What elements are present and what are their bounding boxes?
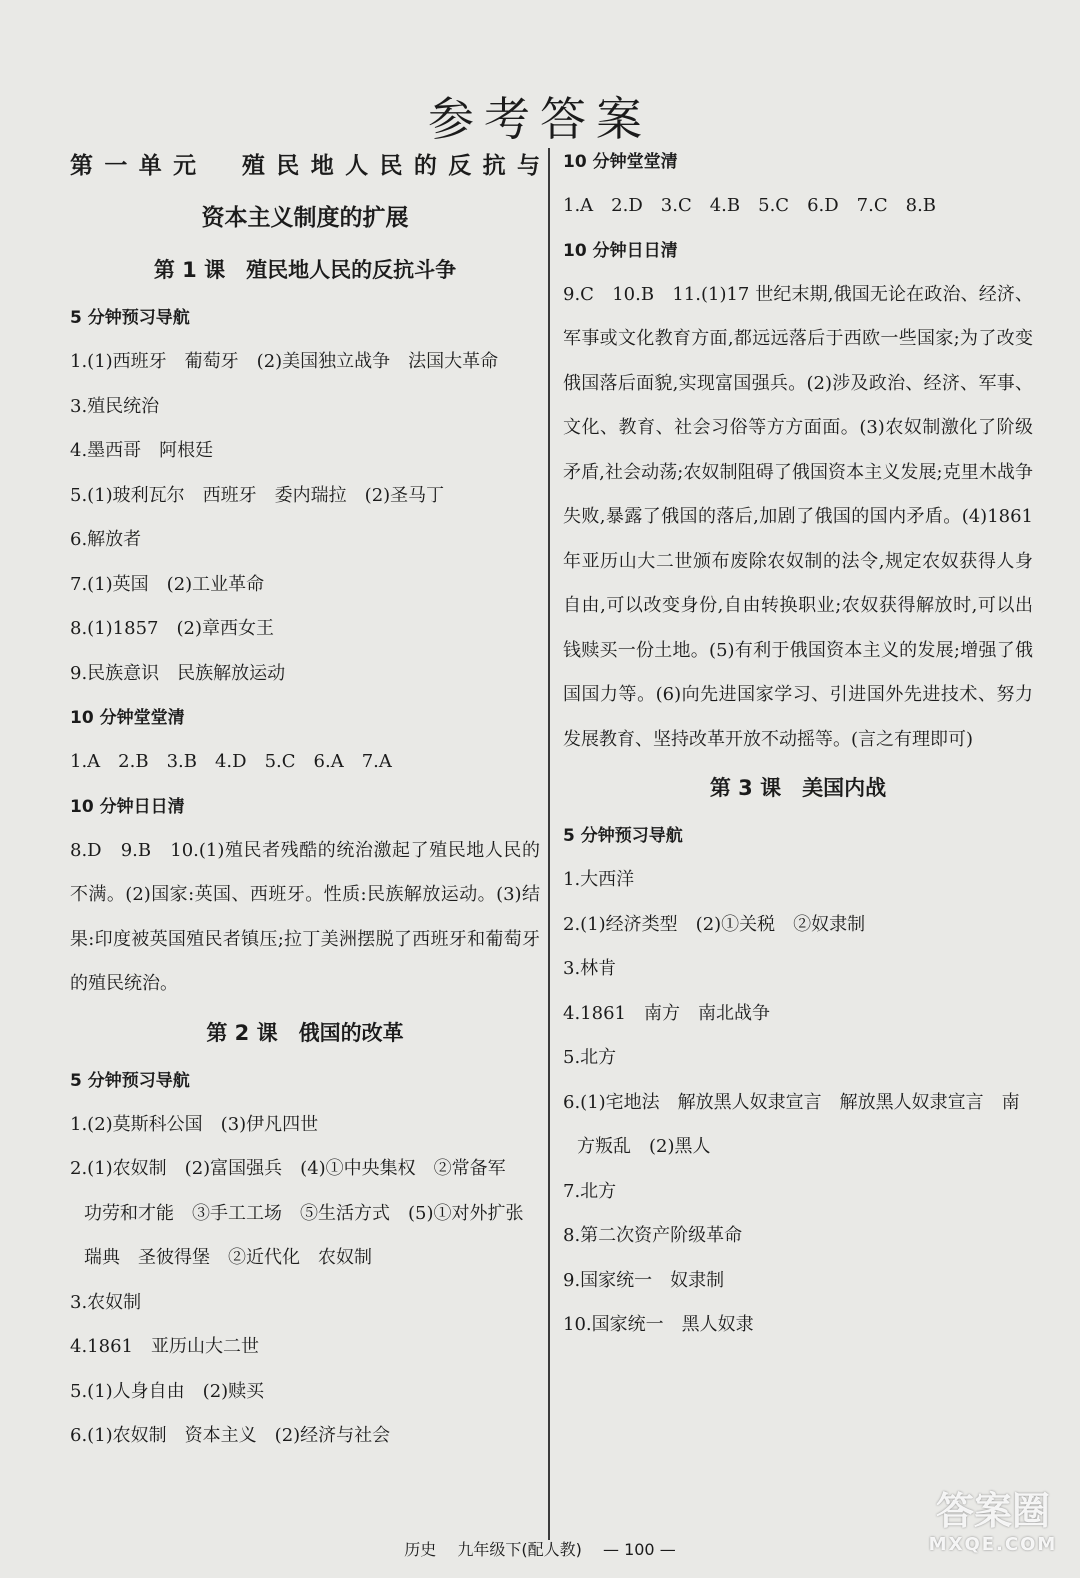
section-heading: 10 分钟日日清 xyxy=(563,240,678,261)
answer-item: 2.(1)经济类型 (2)①关税 ②奴隶制 xyxy=(563,913,866,935)
answer-item: 6.(1)农奴制 资本主义 (2)经济与社会 xyxy=(70,1425,391,1446)
lesson-2-title: 第 2 课 俄国的改革 xyxy=(206,1020,404,1045)
answer-item: 9.民族意识 民族解放运动 xyxy=(70,662,286,684)
answer-item: 9.C 10.B 11.(1)17 世纪末期,俄国无论在政治、经济、军事或文化教育方面,都远远落后于西欧一些国家;为了改变俄国落后面貌,实现富国强兵。(2)涉及政治、经济、军事、文化、教育、社会习俗等方方面面。(3)农奴制激化了阶级矛盾,社会动荡;农奴制阻碍了俄国资本主义发展;克里木战争失败,暴露了俄国的落后,加剧了俄国的国内矛盾。(4)1861 年亚历山大二世颁布废除农奴制的法令,规定农奴获得人身自由,可以改变身份,自由转换职业;农奴获得解放时,可以出钱赎买一份土地。(5)有利于俄国资本主义的发展;增强了俄国国力等。(6)向先进国家学习、引进国外先进技术、努力发展教育、坚持改革开放不动摇等。(言之有理即可) xyxy=(563,283,1033,750)
answer-item: 9.国家统一 奴隶制 xyxy=(563,1269,725,1291)
answer-item: 4.1861 南方 南北战争 xyxy=(563,1002,770,1024)
answer-item: 1.大西洋 xyxy=(563,869,635,890)
right-column xyxy=(563,140,1033,1348)
answer-item: 7.北方 xyxy=(563,1180,617,1202)
page-title: 参考答案 xyxy=(428,91,652,146)
section-heading: 10 分钟日日清 xyxy=(70,796,185,817)
answer-item: 4.墨西哥 阿根廷 xyxy=(70,440,214,461)
footer-subject: 历史 xyxy=(404,1540,437,1559)
section-heading: 10 分钟堂堂清 xyxy=(563,152,678,172)
watermark-text: 答案圈 xyxy=(935,1489,1050,1533)
watermark-url: MXQE.COM xyxy=(928,1534,1058,1555)
footer-grade: 九年级下(配人教) xyxy=(457,1540,582,1559)
section-heading: 5 分钟预习导航 xyxy=(563,826,683,846)
answer-item: 6.(1)宅地法 解放黑人奴隶宣言 解放黑人奴隶宣言 南方叛乱 (2)黑人 xyxy=(563,1091,1020,1157)
answer-item: 10.国家统一 黑人奴隶 xyxy=(563,1314,754,1335)
answer-item: 5.(1)玻利瓦尔 西班牙 委内瑞拉 (2)圣马丁 xyxy=(70,484,445,506)
unit-title-line1: 第一单元 殖民地人民的反抗与 xyxy=(70,153,540,179)
answer-item: 3.林肯 xyxy=(563,958,617,979)
section-heading: 5 分钟预习导航 xyxy=(70,308,190,328)
watermark-logo xyxy=(928,1488,1058,1564)
answer-item: 8.D 9.B 10.(1)殖民者残酷的统治激起了殖民地人民的不满。(2)国家:英国、西班牙。性质:民族解放运动。(3)结果:印度被英国殖民者镇压;拉丁美洲摆脱了西班牙和葡萄牙的殖民统治。 xyxy=(70,839,540,994)
page-footer xyxy=(0,1537,1080,1560)
answer-item: 2.(1)农奴制 (2)富国强兵 (4)①中央集权 ②常备军 功劳和才能 ③手工工场 ⑤生活方式 (5)①对外扩张 瑞典 圣彼得堡 ②近代化 农奴制 xyxy=(70,1158,542,1268)
answer-item: 1.A 2.B 3.B 4.D 5.C 6.A 7.A xyxy=(70,751,392,772)
answer-item: 5.北方 xyxy=(563,1047,617,1068)
left-column xyxy=(70,140,540,1459)
answer-item: 7.(1)英国 (2)工业革命 xyxy=(70,573,265,595)
lesson-3-title: 第 3 课 美国内战 xyxy=(709,776,887,800)
answer-item: 1.(2)莫斯科公国 (3)伊凡四世 xyxy=(70,1113,319,1135)
answer-item: 8.第二次资产阶级革命 xyxy=(563,1225,743,1246)
answer-item: 1.A 2.D 3.C 4.B 5.C 6.D 7.C 8.B xyxy=(563,195,937,216)
answer-item: 4.1861 亚历山大二世 xyxy=(70,1336,259,1357)
section-heading: 5 分钟预习导航 xyxy=(70,1070,190,1091)
unit-title-line2: 资本主义制度的扩展 xyxy=(201,205,409,231)
answer-item: 3.农奴制 xyxy=(70,1291,142,1313)
answer-item: 1.(1)西班牙 葡萄牙 (2)美国独立战争 法国大革命 xyxy=(70,351,499,372)
lesson-1-title: 第 1 课 殖民地人民的反抗斗争 xyxy=(153,258,457,282)
answer-item: 5.(1)人身自由 (2)赎买 xyxy=(70,1380,265,1402)
answer-item: 3.殖民统治 xyxy=(70,395,160,417)
footer-page-number: — 100 — xyxy=(602,1540,676,1559)
column-divider xyxy=(548,148,550,1540)
section-heading: 10 分钟堂堂清 xyxy=(70,708,185,728)
answer-item: 6.解放者 xyxy=(70,529,142,550)
answer-item: 8.(1)1857 (2)章西女王 xyxy=(70,618,274,639)
